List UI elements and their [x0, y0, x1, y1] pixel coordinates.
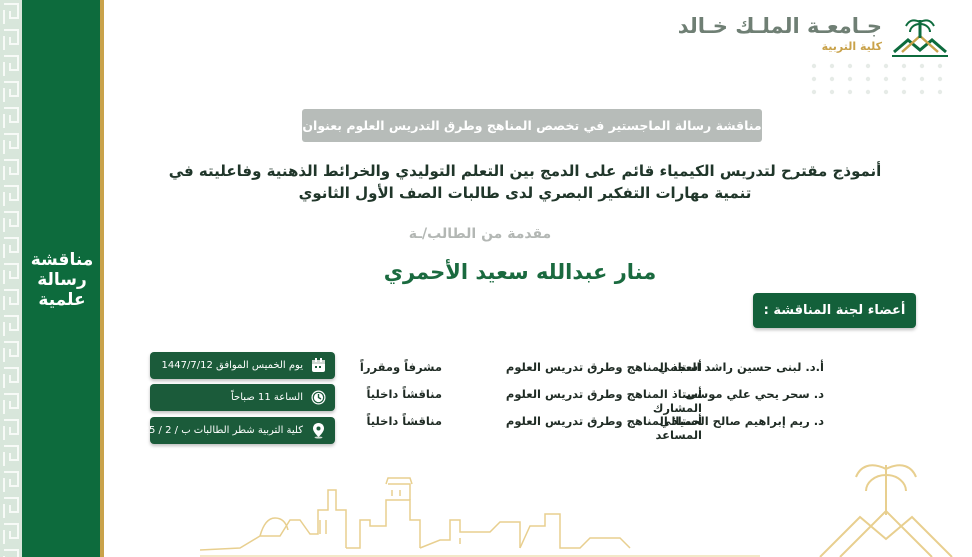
side-band-gold-line — [100, 0, 104, 557]
event-date-pill — [150, 352, 335, 379]
thesis-title-line: أنموذج مقترح لتدريس الكيمياء قائم على الدمج بين التعلم التوليدي والخرائط الذهنية وفاعليته في — [168, 162, 882, 180]
committee-member-name: أ.د. لبنى حسين راشد العجمي — [658, 360, 824, 374]
university-logo-icon — [888, 14, 952, 58]
thesis-subject-banner: مناقشة رسالة الماجستير في تخصص المناهج وطرق التدريس العلوم بعنوان : — [302, 109, 762, 142]
college-name: كلية التربية — [821, 40, 882, 53]
event-time: الساعة 11 صباحاً — [230, 392, 303, 403]
committee-heading: أعضاء لجنة المناقشة : — [753, 293, 916, 328]
side-band-title-line: مناقشة — [30, 250, 94, 270]
committee-member-role: مناقشاً داخلياً — [366, 387, 442, 401]
side-band-title — [30, 250, 94, 310]
committee-member-role: مناقشاً داخلياً — [366, 414, 442, 428]
committee-member-name: د. ريم إبراهيم صالح الحميالي — [659, 414, 824, 428]
presented-by-label: مقدمة من الطالب/ـة — [408, 226, 552, 242]
university-name: جـامعـة الملـك خـالد — [677, 14, 882, 38]
city-skyline-illustration — [200, 460, 760, 557]
committee-member-title: أستاذ المناهج وطرق تدريس العلوم — [505, 360, 702, 374]
decorative-dots — [806, 60, 956, 100]
event-time-pill — [150, 384, 335, 411]
thesis-title — [150, 160, 900, 204]
thesis-title-line: تنمية مهارات التفكير البصري لدى طالبات الصف الأول الثانوي — [298, 184, 752, 202]
event-location: كلية التربية شطر الطالبات ب / 2 / 25 — [142, 425, 303, 436]
student-name: منار عبدالله سعيد الأحمري — [383, 260, 657, 284]
side-band-title-line: رسالة — [37, 270, 87, 290]
location-pin-icon — [310, 422, 327, 439]
university-emblem-watermark — [800, 455, 972, 557]
committee-member-title: أستاذ المناهج وطرق تدريس العلوم المساعد — [505, 414, 702, 442]
side-band-title-line: علمية — [38, 290, 86, 310]
event-date: يوم الخميس الموافق 1447/7/12 — [161, 360, 303, 371]
committee-member-name: د. سحر يحي علي موسى — [685, 387, 824, 401]
committee-member-title: أستاذ المناهج وطرق تدريس العلوم المشارك — [505, 387, 702, 415]
calendar-icon — [310, 357, 327, 374]
clock-icon — [310, 389, 327, 406]
event-location-pill — [142, 417, 335, 444]
committee-member-role: مشرفاً ومقرراً — [359, 360, 442, 374]
